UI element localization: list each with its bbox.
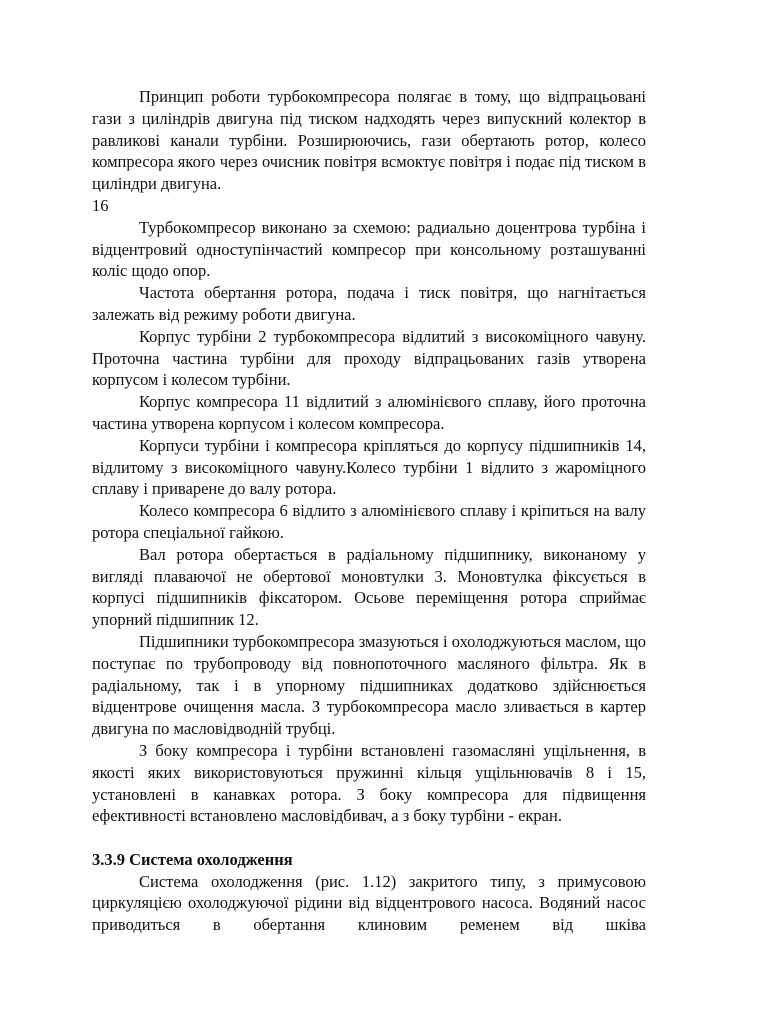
paragraph-turbo-principle: Принцип роботи турбокомпресора полягає в тому, що відпрацьовані гази з циліндрів двигуна під тиском надходять через випускний колектор в равликові канали турбіни. Розширюючись, гази обертають ротор, колесо компресора якого через очисник повітря всмоктує повітря і подає під тиском в циліндри двигуна.	[92, 87, 646, 194]
section-heading: 3.3.9 Система охолодження	[92, 849, 293, 869]
paragraph-compressor-housing: Корпус компресора 11 відлитий з алюмінієвого сплаву, його проточна частина утворена корпусом і колесом компресора.	[92, 392, 646, 433]
page-number: 16	[92, 195, 109, 215]
paragraph-bearing-lubrication: Підшипники турбокомпресора змазуються і охолоджуються маслом, що поступає по трубопроводу від повнопоточного масляного фільтра. Як в радіальному, так і в упорному підшипниках додатково здійснюється відцентрове очищення масла. З турбокомпресора масло зливається в картер двигуна по масловідводній трубці.	[92, 631, 646, 739]
paragraph-housings-mounting: Корпуси турбіни і компресора кріпляться до корпусу підшипників 14, відлитому з високоміцного чавуну.Колесо турбіни 1 відлито з жароміцного сплаву і приварене до валу ротора.	[92, 435, 646, 499]
paragraph-compressor-wheel: Колесо компресора 6 відлито з алюмінієвого сплаву і кріпиться на валу ротора спеціальної гайкою.	[92, 501, 646, 542]
paragraph-turbine-housing: Корпус турбіни 2 турбокомпресора відлитий з високоміцного чавуну. Проточна частина турбіни для проходу відпрацьованих газів утворена корпусом і колесом турбіни.	[92, 326, 646, 390]
paragraph-seals: З боку компресора і турбіни встановлені газомасляні ущільнення, в якості яких використовуються пружинні кільця ущільнювачів 8 і 15, установлені в канавках ротора. З боку компресора для підвищення ефективності встановлено масловідбивач, а з боку турбіни - екран.	[92, 740, 646, 826]
paragraph-rotor-speed: Частота обертання ротора, подача і тиск повітря, що нагнітається залежать від режиму роботи двигуна.	[92, 283, 646, 324]
paragraph-rotor-shaft: Вал ротора обертається в радіальному підшипнику, виконаному у вигляді плаваючої не обертової моновтулки 3. Моновтулка фіксується в корпусі підшипників фіксатором. Осьове переміщення ротора сприймає упорний підшипник 12.	[92, 544, 646, 630]
paragraph-turbo-scheme: Турбокомпресор виконано за схемою: радиально доцентрова турбіна і відцентровий одноступінчастий компресор при консольному розташуванні коліс щодо опор.	[92, 217, 646, 281]
document-page	[92, 86, 646, 936]
paragraph-cooling-system: Система охолодження (рис. 1.12) закритого типу, з примусовою циркуляцією охолоджуючої рідини від відцентрового насоса. Водяний насос приводиться в обертання клиновим ременем від шківа	[92, 871, 646, 935]
